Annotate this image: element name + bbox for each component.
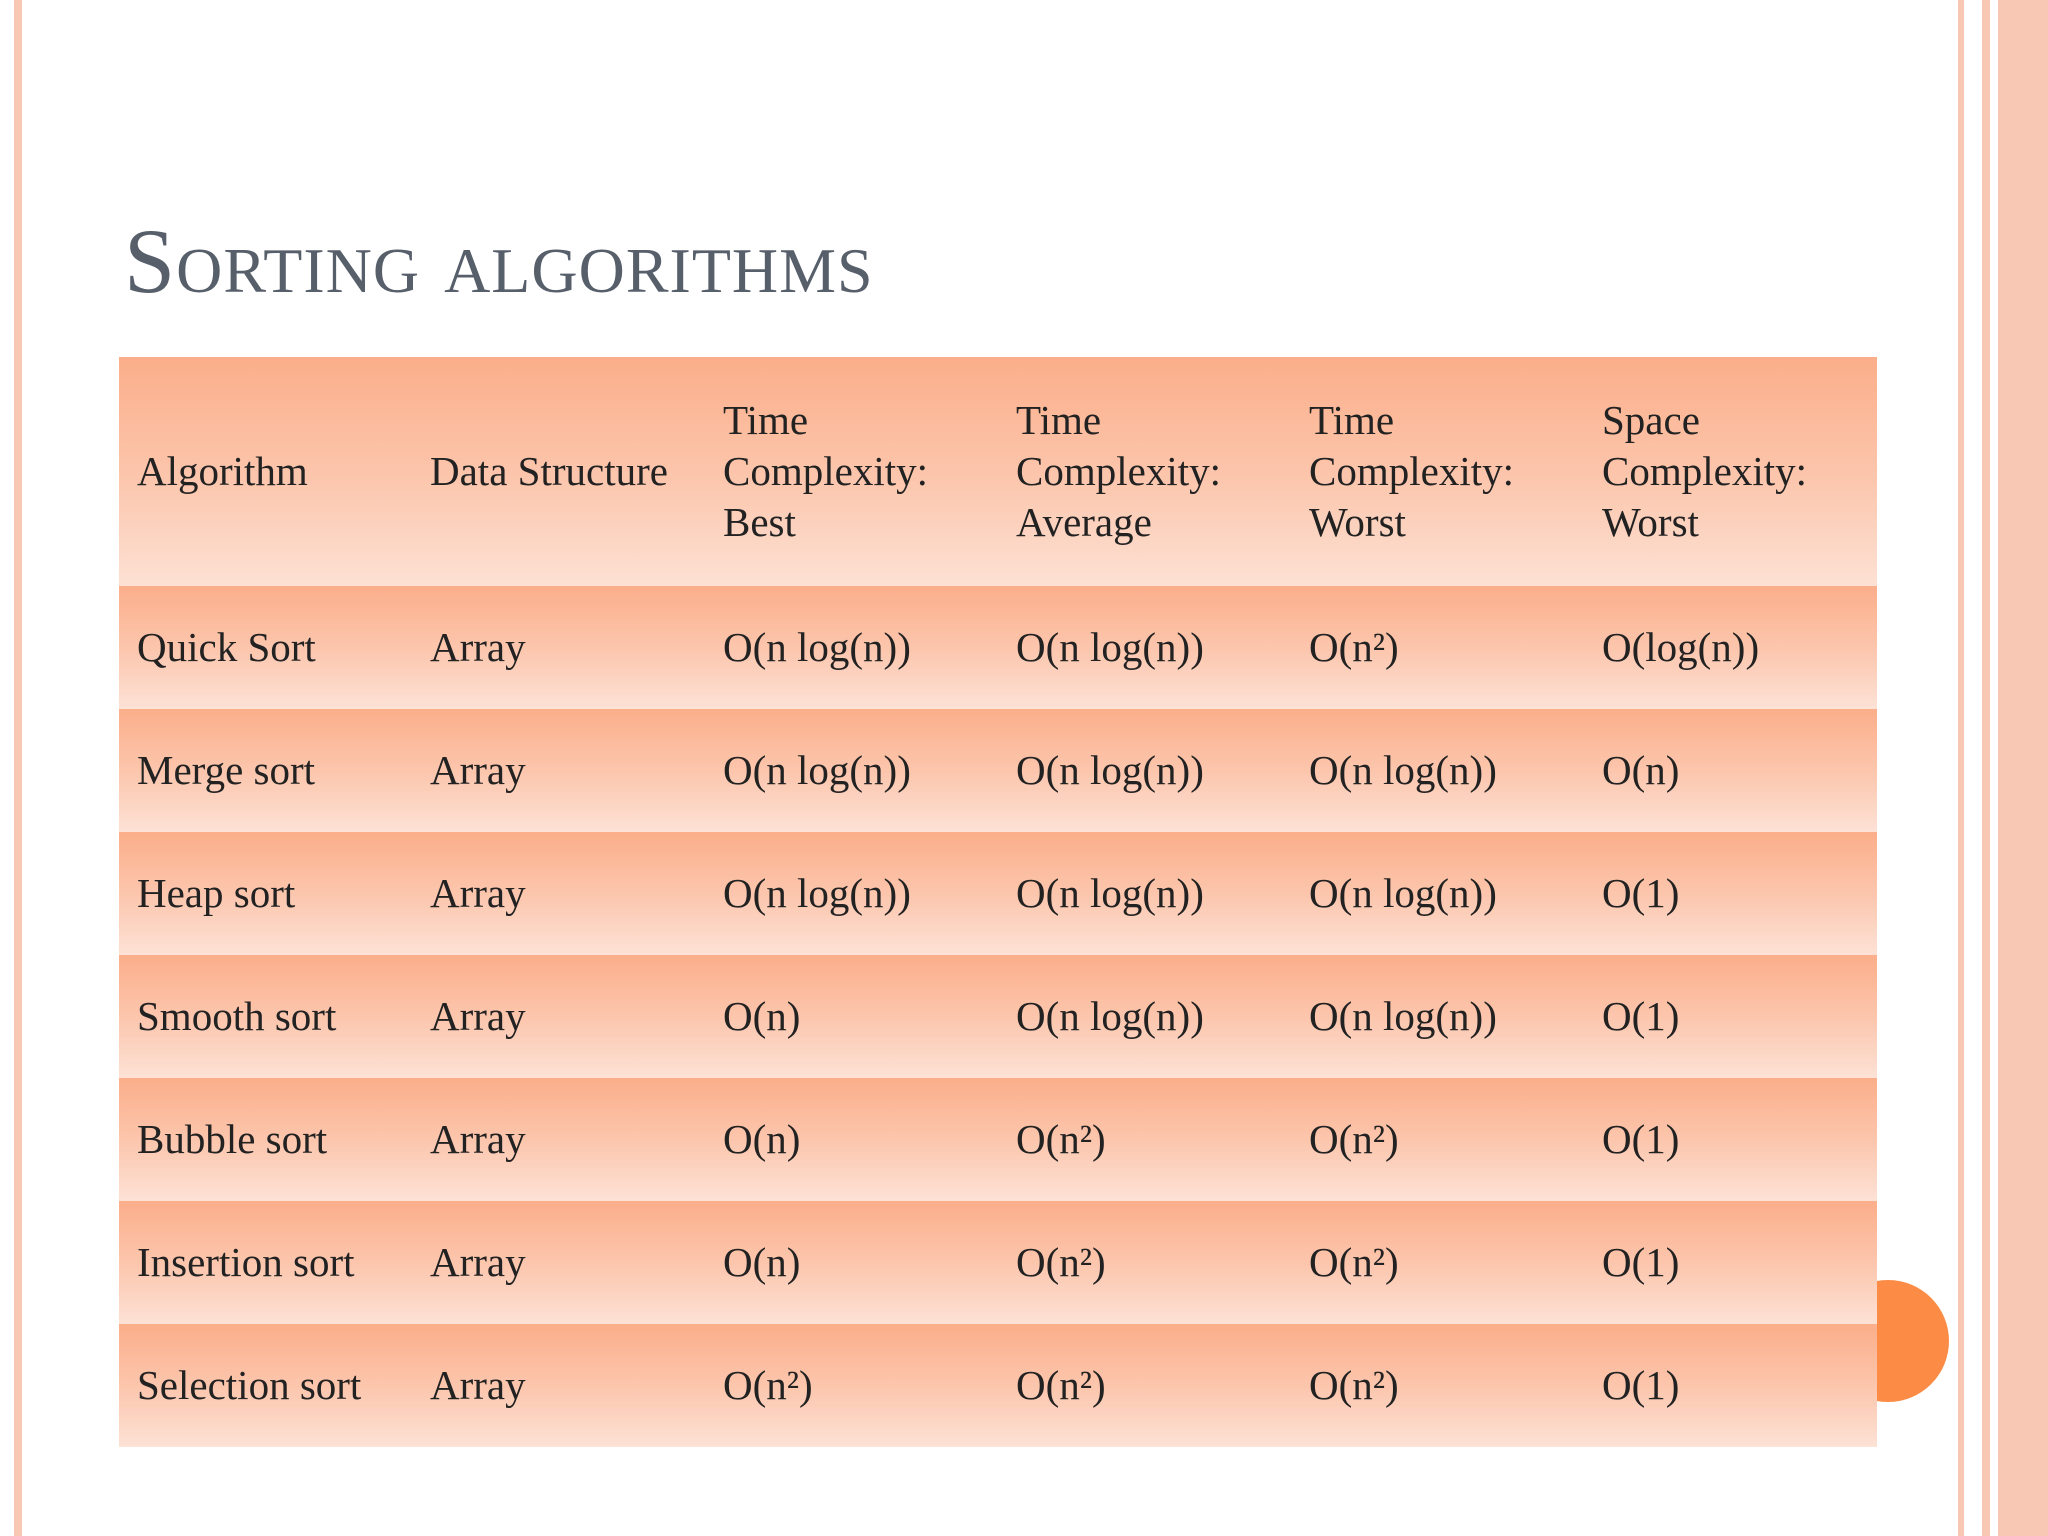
header-space-worst: Space Complexity: Worst xyxy=(1602,397,1807,545)
cell-time-best: O(n) xyxy=(723,993,801,1039)
cell-algorithm: Merge sort xyxy=(137,747,316,793)
cell-time-best: O(n²) xyxy=(723,1362,813,1408)
cell-space-worst: O(log(n)) xyxy=(1602,624,1760,670)
cell-space-worst: O(1) xyxy=(1602,870,1680,916)
right-border-line xyxy=(1982,0,1990,1536)
cell-time-average: O(n²) xyxy=(1016,1362,1106,1408)
cell-time-worst: O(n²) xyxy=(1309,624,1399,670)
cell-time-average: O(n log(n)) xyxy=(1016,747,1204,793)
slide-title: Sorting algorithms xyxy=(124,210,874,312)
cell-data-structure: Array xyxy=(430,624,526,670)
cell-data-structure: Array xyxy=(430,1362,526,1408)
cell-algorithm: Selection sort xyxy=(137,1362,362,1408)
cell-time-average: O(n log(n)) xyxy=(1016,624,1204,670)
cell-space-worst: O(1) xyxy=(1602,1116,1680,1162)
cell-algorithm: Smooth sort xyxy=(137,993,337,1039)
cell-time-worst: O(n log(n)) xyxy=(1309,993,1497,1039)
right-border-line xyxy=(1958,0,1964,1536)
table-row xyxy=(119,586,1877,709)
header-time-average: Time Complexity: Average xyxy=(1016,397,1221,545)
cell-time-best: O(n) xyxy=(723,1116,801,1162)
cell-time-worst: O(n²) xyxy=(1309,1116,1399,1162)
table-row xyxy=(119,1078,1877,1201)
cell-algorithm: Bubble sort xyxy=(137,1116,328,1162)
cell-time-best: O(n) xyxy=(723,1239,801,1285)
header-time-worst: Time Complexity: Worst xyxy=(1309,397,1514,545)
table-row xyxy=(119,1201,1877,1324)
cell-data-structure: Array xyxy=(430,870,526,916)
cell-space-worst: O(n) xyxy=(1602,747,1680,793)
sorting-algorithms-table xyxy=(119,357,1877,1447)
cell-time-average: O(n²) xyxy=(1016,1116,1106,1162)
table-row xyxy=(119,1324,1877,1447)
cell-time-average: O(n log(n)) xyxy=(1016,993,1204,1039)
header-data-structure: Data Structure xyxy=(430,448,668,494)
cell-data-structure: Array xyxy=(430,1116,526,1162)
cell-time-best: O(n log(n)) xyxy=(723,624,911,670)
cell-time-average: O(n log(n)) xyxy=(1016,870,1204,916)
table-header-row xyxy=(119,357,1877,586)
header-time-best: Time Complexity: Best xyxy=(723,397,928,545)
cell-space-worst: O(1) xyxy=(1602,1362,1680,1408)
cell-time-average: O(n²) xyxy=(1016,1239,1106,1285)
cell-time-worst: O(n log(n)) xyxy=(1309,747,1497,793)
cell-time-worst: O(n log(n)) xyxy=(1309,870,1497,916)
right-border-decoration xyxy=(1958,0,2048,1536)
header-algorithm: Algorithm xyxy=(137,448,308,494)
table-row xyxy=(119,709,1877,832)
cell-space-worst: O(1) xyxy=(1602,1239,1680,1285)
cell-algorithm: Insertion sort xyxy=(137,1239,355,1285)
cell-time-best: O(n log(n)) xyxy=(723,747,911,793)
left-border-decoration xyxy=(14,0,22,1536)
cell-algorithm: Heap sort xyxy=(137,870,296,916)
right-border-band xyxy=(1998,0,2048,1536)
table-row xyxy=(119,955,1877,1078)
table-row xyxy=(119,832,1877,955)
cell-data-structure: Array xyxy=(430,747,526,793)
cell-space-worst: O(1) xyxy=(1602,993,1680,1039)
cell-time-worst: O(n²) xyxy=(1309,1239,1399,1285)
cell-time-worst: O(n²) xyxy=(1309,1362,1399,1408)
cell-algorithm: Quick Sort xyxy=(137,624,316,670)
cell-data-structure: Array xyxy=(430,993,526,1039)
cell-data-structure: Array xyxy=(430,1239,526,1285)
cell-time-best: O(n log(n)) xyxy=(723,870,911,916)
